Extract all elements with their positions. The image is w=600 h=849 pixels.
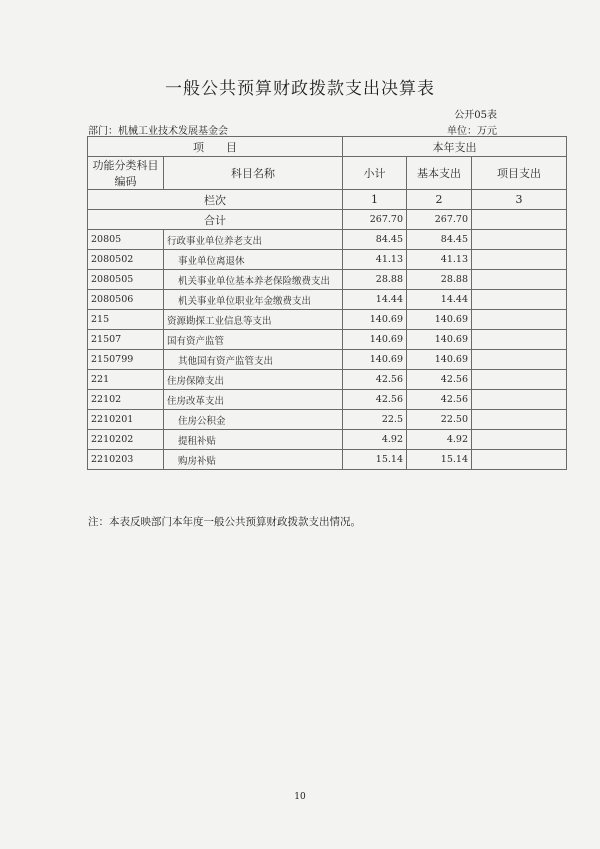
row-basic: 140.69	[407, 350, 472, 370]
row-project	[472, 330, 567, 350]
column-number-1: 1	[343, 190, 407, 210]
row-project	[472, 310, 567, 330]
row-project	[472, 250, 567, 270]
total-row	[88, 210, 567, 230]
page-title: 一般公共预算财政拨款支出决算表	[165, 79, 435, 99]
row-basic: 22.50	[407, 410, 472, 430]
table-row	[88, 250, 567, 270]
unit-label: 单位：万元	[447, 126, 497, 137]
row-name: 事业单位离退休	[164, 250, 343, 270]
row-code: 2080506	[88, 290, 164, 310]
row-project	[472, 350, 567, 370]
row-subtotal: 42.56	[343, 370, 407, 390]
header-project: 项目支出	[472, 157, 567, 190]
row-subtotal: 140.69	[343, 310, 407, 330]
table-row	[88, 450, 567, 470]
column-number-2: 2	[407, 190, 472, 210]
row-subtotal: 22.5	[343, 410, 407, 430]
table-row	[88, 290, 567, 310]
total-basic: 267.70	[407, 210, 472, 230]
row-code: 2150799	[88, 350, 164, 370]
row-basic: 15.14	[407, 450, 472, 470]
table-row	[88, 230, 567, 250]
row-subtotal: 84.45	[343, 230, 407, 250]
row-subtotal: 41.13	[343, 250, 407, 270]
row-project	[472, 370, 567, 390]
row-basic: 84.45	[407, 230, 472, 250]
row-project	[472, 390, 567, 410]
row-project	[472, 430, 567, 450]
table-row	[88, 270, 567, 290]
table-note: 注：本表反映部门本年度一般公共预算财政拨款支出情况。	[88, 516, 361, 528]
row-subtotal: 140.69	[343, 350, 407, 370]
row-basic: 4.92	[407, 430, 472, 450]
row-name: 国有资产监管	[164, 330, 343, 350]
row-code: 2210202	[88, 430, 164, 450]
row-basic: 140.69	[407, 310, 472, 330]
row-code: 221	[88, 370, 164, 390]
total-subtotal: 267.70	[343, 210, 407, 230]
row-basic: 41.13	[407, 250, 472, 270]
total-project	[472, 210, 567, 230]
table-row	[88, 370, 567, 390]
row-project	[472, 230, 567, 250]
row-code: 2080505	[88, 270, 164, 290]
row-code: 2080502	[88, 250, 164, 270]
table-row	[88, 430, 567, 450]
row-code: 2210203	[88, 450, 164, 470]
row-name: 提租补贴	[164, 430, 343, 450]
column-number-3: 3	[472, 190, 567, 210]
header-basic: 基本支出	[407, 157, 472, 190]
row-project	[472, 270, 567, 290]
row-code: 215	[88, 310, 164, 330]
row-code: 20805	[88, 230, 164, 250]
header-subtotal: 小计	[343, 157, 407, 190]
table-row	[88, 410, 567, 430]
row-basic: 140.69	[407, 330, 472, 350]
row-basic: 14.44	[407, 290, 472, 310]
row-name: 机关事业单位职业年金缴费支出	[164, 290, 343, 310]
row-subtotal: 4.92	[343, 430, 407, 450]
table-row	[88, 330, 567, 350]
column-order-row	[88, 190, 567, 210]
row-basic: 42.56	[407, 370, 472, 390]
department-label: 部门：机械工业技术发展基金会	[88, 126, 228, 137]
row-project	[472, 450, 567, 470]
row-code: 2210201	[88, 410, 164, 430]
row-name: 住房保障支出	[164, 370, 343, 390]
row-basic: 42.56	[407, 390, 472, 410]
table-row	[88, 390, 567, 410]
table-row	[88, 350, 567, 370]
row-subtotal: 42.56	[343, 390, 407, 410]
row-name: 购房补贴	[164, 450, 343, 470]
row-subtotal: 28.88	[343, 270, 407, 290]
row-basic: 28.88	[407, 270, 472, 290]
row-project	[472, 290, 567, 310]
row-name: 机关事业单位基本养老保险缴费支出	[164, 270, 343, 290]
row-code: 22102	[88, 390, 164, 410]
table-row	[88, 310, 567, 330]
row-subtotal: 14.44	[343, 290, 407, 310]
row-name: 资源勘探工业信息等支出	[164, 310, 343, 330]
row-subtotal: 15.14	[343, 450, 407, 470]
header-code-col: 功能分类科目编码	[88, 157, 164, 190]
header-annual: 本年支出	[343, 137, 567, 157]
header-item: 项 目	[88, 137, 343, 157]
row-code: 21507	[88, 330, 164, 350]
row-name: 住房改革支出	[164, 390, 343, 410]
row-subtotal: 140.69	[343, 330, 407, 350]
row-name: 行政事业单位养老支出	[164, 230, 343, 250]
header-name-col: 科目名称	[164, 157, 343, 190]
total-label: 合计	[88, 210, 343, 230]
row-project	[472, 410, 567, 430]
header-row-2	[88, 157, 567, 190]
row-name: 住房公积金	[164, 410, 343, 430]
form-code: 公开05表	[454, 110, 497, 121]
column-order-label: 栏次	[88, 190, 343, 210]
expenditure-table	[87, 136, 567, 470]
page-number: 10	[294, 792, 306, 802]
row-name: 其他国有资产监管支出	[164, 350, 343, 370]
header-row-1	[88, 137, 567, 157]
